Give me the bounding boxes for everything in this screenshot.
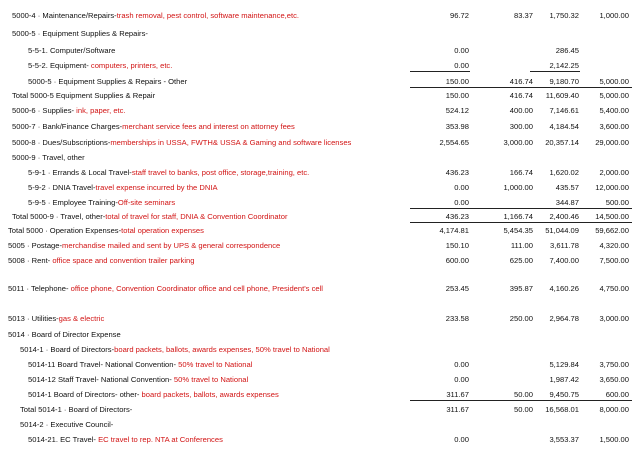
table-row	[0, 283, 640, 294]
cell-c2: 395.87	[509, 284, 533, 293]
row-label: Total 5000-9 · Travel, other-	[12, 212, 106, 221]
cell-c1: 2,554.65	[439, 138, 469, 147]
row-label: 5013 · Utilities-	[8, 314, 59, 323]
cell-c2: 5,454.35	[503, 226, 533, 235]
row-note: total operation expenses	[121, 226, 204, 235]
row-label: 5000-7 · Bank/Finance Charges-	[12, 122, 123, 131]
cell-c3: 1,750.32	[549, 11, 579, 20]
row-label: 5-5-1. Computer/Software	[28, 46, 116, 55]
row-label: 5-9-2 · DNIA Travel-	[28, 183, 96, 192]
table-row	[0, 359, 640, 370]
table-row	[0, 121, 640, 132]
cell-c1: 0.00	[454, 375, 469, 384]
table-row	[0, 389, 640, 400]
cell-c1: 150.00	[445, 77, 469, 86]
row-label: 5014-1 · Board of Directors-	[20, 345, 115, 354]
row-label: 5000-5 · Equipment Supplies & Repairs-	[12, 29, 148, 38]
cell-c4: 8,000.00	[599, 405, 629, 414]
underline	[410, 71, 470, 72]
cell-c2: 166.74	[509, 168, 533, 177]
table-row	[0, 225, 640, 236]
row-note: Off-site seminars	[117, 198, 176, 207]
table-row	[0, 434, 640, 445]
cell-c4: 1,000.00	[599, 11, 629, 20]
table-row	[0, 419, 640, 430]
cell-c3: 286.45	[555, 46, 579, 55]
row-label: 5000-6 · Supplies-	[12, 106, 75, 115]
cell-c1: 150.00	[445, 91, 469, 100]
cell-c1: 0.00	[454, 61, 469, 70]
underline	[410, 208, 632, 209]
row-note: trash removal, pest control, software maintenance,etc.	[116, 11, 300, 20]
cell-c3: 2,400.46	[549, 212, 579, 221]
table-row	[0, 344, 640, 355]
row-label: 5014-12 Staff Travel- National Convention-	[28, 375, 174, 384]
table-row	[0, 404, 640, 415]
table-row	[0, 10, 640, 21]
cell-c4: 29,000.00	[595, 138, 629, 147]
cell-c2: 400.00	[509, 106, 533, 115]
table-row	[0, 240, 640, 251]
cell-c3: 4,160.26	[549, 284, 579, 293]
row-note: merchandise mailed and sent by UPS & general correspondence	[62, 241, 281, 250]
table-row	[0, 313, 640, 324]
row-label: 5000-5 · Equipment Supplies & Repairs - Other	[28, 77, 188, 86]
row-label: 5008 · Rent-	[8, 256, 51, 265]
table-row	[0, 105, 640, 116]
cell-c3: 2,142.25	[549, 61, 579, 70]
cell-c3: 20,357.14	[545, 138, 579, 147]
row-label: 5014-21. EC Travel-	[28, 435, 96, 444]
row-label: 5014 · Board of Director Expense	[8, 330, 121, 339]
underline	[410, 222, 632, 223]
cell-c2: 416.74	[509, 91, 533, 100]
cell-c1: 0.00	[454, 46, 469, 55]
table-row	[0, 211, 640, 222]
row-label: Total 5000 · Operation Expenses-	[8, 226, 122, 235]
table-row	[0, 45, 640, 56]
table-row	[0, 255, 640, 266]
table-row	[0, 167, 640, 178]
cell-c3: 9,180.70	[549, 77, 579, 86]
cell-c4: 59,662.00	[595, 226, 629, 235]
row-note: total of travel for staff, DNIA & Convention Coordinator	[105, 212, 288, 221]
cell-c4: 7,500.00	[599, 256, 629, 265]
cell-c4: 1,500.00	[599, 435, 629, 444]
table-row	[0, 76, 640, 87]
cell-c2: 1,166.74	[503, 212, 533, 221]
cell-c2: 111.00	[510, 241, 533, 250]
cell-c1: 96.72	[449, 11, 469, 20]
row-note: office phone, Convention Coordinator office and cell phone, President's cell	[68, 284, 323, 293]
cell-c1: 150.10	[445, 241, 469, 250]
row-note: 50% travel to National	[178, 360, 253, 369]
cell-c4: 3,000.00	[599, 314, 629, 323]
cell-c1: 600.00	[445, 256, 469, 265]
cell-c1: 311.67	[446, 405, 469, 414]
row-label: 5-9-1 · Errands & Local Travel-	[28, 168, 132, 177]
row-note: memberships in USSA, FWTH& USSA & Gaming and software licenses	[110, 138, 352, 147]
row-note: board packets, ballots, awards expenses, 50% travel to National	[114, 345, 330, 354]
cell-c2: 625.00	[509, 256, 533, 265]
cell-c4: 2,000.00	[599, 168, 629, 177]
underline	[410, 87, 632, 88]
row-note: gas & electric	[58, 314, 105, 323]
cell-c3: 7,146.61	[549, 106, 579, 115]
row-note: 50% travel to National	[173, 375, 249, 384]
cell-c4: 3,650.00	[599, 375, 629, 384]
cell-c4: 3,750.00	[599, 360, 629, 369]
cell-c3: 3,611.78	[550, 241, 579, 250]
cell-c2: 416.74	[509, 77, 533, 86]
cell-c1: 0.00	[454, 360, 469, 369]
cell-c3: 9,450.75	[549, 390, 579, 399]
cell-c1: 233.58	[445, 314, 469, 323]
cell-c2: 1,000.00	[503, 183, 533, 192]
cell-c1: 436.23	[445, 168, 469, 177]
cell-c2: 50.00	[513, 405, 533, 414]
underline	[530, 71, 580, 72]
table-row	[0, 329, 640, 340]
cell-c3: 435.57	[555, 183, 579, 192]
row-label: 5011 · Telephone-	[8, 284, 69, 293]
row-note: ink, paper, etc.	[74, 106, 126, 115]
row-label: Total 5000-5 Equipment Supplies & Repair	[12, 91, 156, 100]
cell-c2: 83.37	[513, 11, 533, 20]
table-row	[0, 152, 640, 163]
table-row	[0, 374, 640, 385]
cell-c4: 14,500.00	[595, 212, 629, 221]
cell-c3: 3,553.37	[549, 435, 579, 444]
row-note: travel expense incurred by the DNIA	[95, 183, 218, 192]
cell-c4: 500.00	[605, 198, 629, 207]
cell-c1: 353.98	[445, 122, 469, 131]
cell-c1: 0.00	[454, 198, 469, 207]
cell-c3: 16,568.01	[545, 405, 579, 414]
row-label: 5000-4 · Maintenance/Repairs-	[12, 11, 117, 20]
row-label: 5-9-5 · Employee Training-	[28, 198, 118, 207]
cell-c3: 1,987.42	[549, 375, 579, 384]
cell-c4: 5,000.00	[599, 77, 629, 86]
row-note: staff travel to banks, post office, storage,training, etc.	[131, 168, 310, 177]
table-row	[0, 90, 640, 101]
cell-c3: 4,184.54	[549, 122, 579, 131]
row-note: board packets, ballots, awards expenses	[141, 390, 279, 399]
cell-c1: 4,174.81	[439, 226, 469, 235]
row-label: 5014-1 Board of Directors- other-	[28, 390, 142, 399]
cell-c3: 344.87	[555, 198, 579, 207]
cell-c2: 50.00	[513, 390, 533, 399]
cell-c2: 300.00	[509, 122, 533, 131]
row-label: 5000-9 · Travel, other	[12, 153, 85, 162]
row-label: 5000-8 · Dues/Subscriptions-	[12, 138, 111, 147]
cell-c4: 12,000.00	[595, 183, 629, 192]
cell-c4: 3,600.00	[599, 122, 629, 131]
row-note: office space and convention trailer parking	[50, 256, 195, 265]
cell-c2: 3,000.00	[503, 138, 533, 147]
cell-c1: 436.23	[445, 212, 469, 221]
cell-c3: 11,609.40	[545, 91, 579, 100]
cell-c3: 51,044.09	[545, 226, 579, 235]
row-label: 5014-2 · Executive Council-	[20, 420, 114, 429]
cell-c4: 5,000.00	[599, 91, 629, 100]
cell-c3: 1,620.02	[549, 168, 579, 177]
cell-c4: 4,320.00	[599, 241, 629, 250]
row-note: EC travel to rep. NTA at Conferences	[95, 435, 223, 444]
table-row	[0, 137, 640, 148]
row-note: computers, printers, etc.	[88, 61, 173, 70]
table-row	[0, 60, 640, 71]
row-note: merchant service fees and interest on attorney fees	[122, 122, 295, 131]
cell-c4: 4,750.00	[599, 284, 629, 293]
row-label: 5-5-2. Equipment-	[28, 61, 89, 70]
row-label: 5014-11 Board Travel- National Convention-	[28, 360, 179, 369]
cell-c2: 250.00	[509, 314, 533, 323]
table-row	[0, 197, 640, 208]
table-row	[0, 28, 640, 39]
underline	[410, 400, 632, 401]
table-row	[0, 182, 640, 193]
cell-c3: 2,964.78	[549, 314, 579, 323]
cell-c1: 0.00	[454, 183, 469, 192]
cell-c4: 5,400.00	[599, 106, 629, 115]
cell-c1: 524.12	[445, 106, 469, 115]
cell-c3: 5,129.84	[549, 360, 579, 369]
row-label: Total 5014-1 · Board of Directors-	[20, 405, 133, 414]
cell-c1: 311.67	[446, 390, 469, 399]
cell-c1: 253.45	[445, 284, 469, 293]
cell-c4: 600.00	[605, 390, 629, 399]
cell-c1: 0.00	[454, 435, 469, 444]
row-label: 5005 · Postage-	[8, 241, 63, 250]
cell-c3: 7,400.00	[549, 256, 579, 265]
